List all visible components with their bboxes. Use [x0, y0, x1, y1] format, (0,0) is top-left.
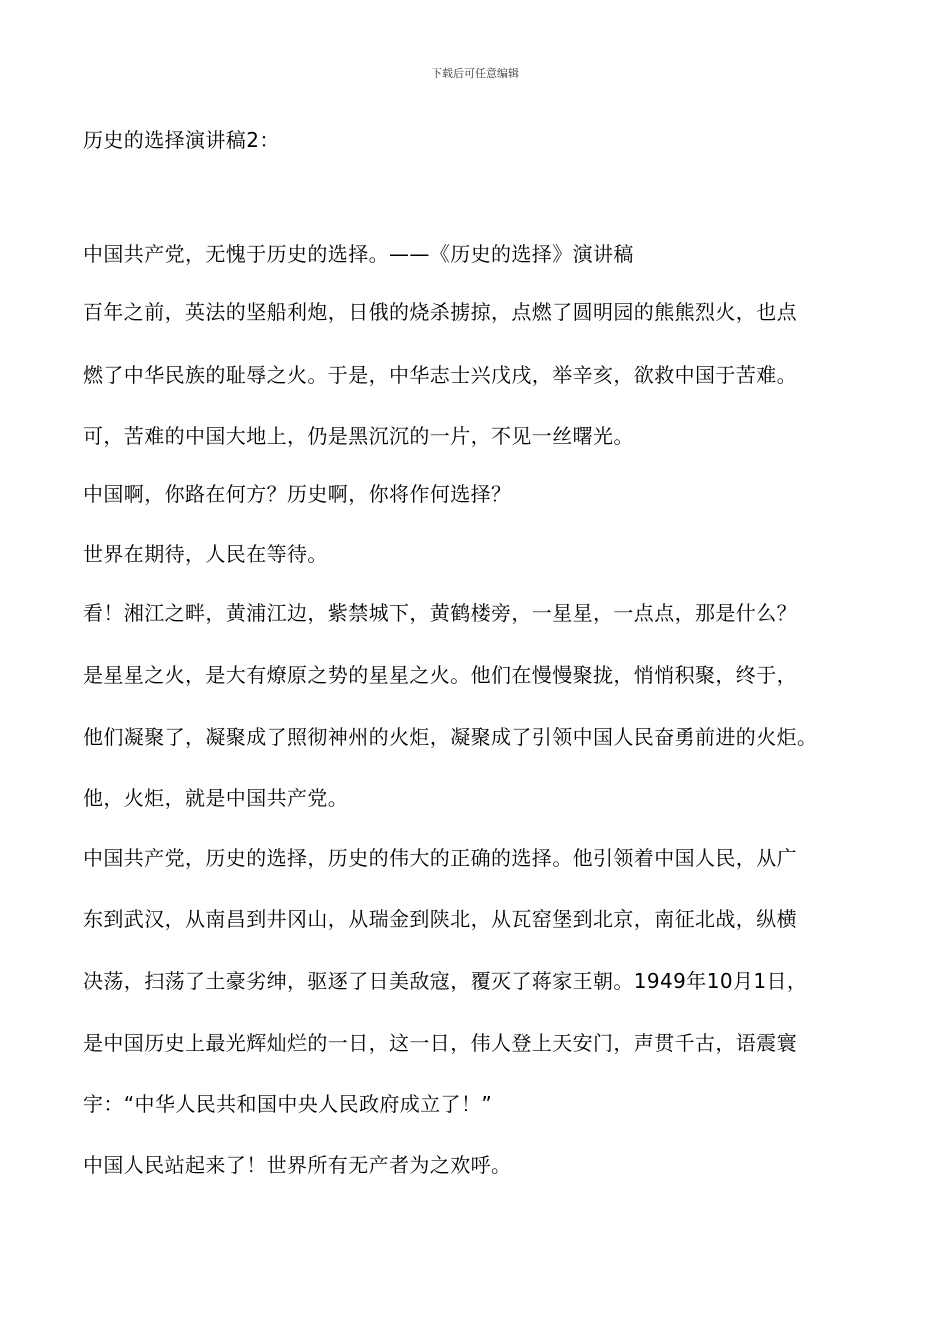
paragraph-line: 中国共产党，历史的选择，历史的伟大的正确的选择。他引领着中国人民，从广 — [83, 846, 797, 870]
paragraph-line: 可，苦难的中国大地上，仍是黑沉沉的一片，不见一丝曙光。 — [83, 424, 634, 448]
paragraph-line: 他，火炬，就是中国共产党。 — [83, 786, 349, 810]
paragraph-line: 是中国历史上最光辉灿烂的一日，这一日，伟人登上天安门，声贯千古，语震寰 — [83, 1031, 797, 1055]
paragraph-line: 东到武汉，从南昌到井冈山，从瑞金到陕北，从瓦窑堡到北京，南征北战，纵横 — [83, 907, 797, 931]
document-heading: 历史的选择演讲稿2： — [83, 128, 280, 152]
paragraph-line: 是星星之火，是大有燎原之势的星星之火。他们在慢慢聚拢，悄悄积聚，终于， — [83, 663, 797, 687]
paragraph-line: 看！湘江之畔，黄浦江边，紫禁城下，黄鹤楼旁，一星星，一点点，那是什么？ — [83, 601, 797, 625]
paragraph-line: 燃了中华民族的耻辱之火。于是，中华志士兴戊戌，举辛亥，欲救中国于苦难。 — [83, 363, 797, 387]
paragraph-line: 世界在期待，人民在等待。 — [83, 542, 328, 566]
paragraph-line: 他们凝聚了，凝聚成了照彻神州的火炬，凝聚成了引领中国人民奋勇前进的火炬。 — [83, 725, 818, 749]
paragraph-line: 中国人民站起来了！世界所有无产者为之欢呼。 — [83, 1153, 512, 1177]
paragraph-line: 决荡，扫荡了土豪劣绅，驱逐了日美敌寇，覆灭了蒋家王朝。1949年10月1日， — [83, 969, 808, 993]
paragraph-line: 百年之前，英法的坚船利炮，日俄的烧杀掳掠，点燃了圆明园的熊熊烈火，也点 — [83, 300, 797, 324]
paragraph-line: 中国啊，你路在何方？历史啊，你将作何选择？ — [83, 482, 512, 506]
paragraph-line: 宇：“中华人民共和国中央人民政府成立了！” — [83, 1092, 493, 1116]
page-header-note: 下载后可任意编辑 — [431, 67, 519, 80]
speech-title-line: 中国共产党，无愧于历史的选择。——《历史的选择》演讲稿 — [83, 242, 634, 266]
